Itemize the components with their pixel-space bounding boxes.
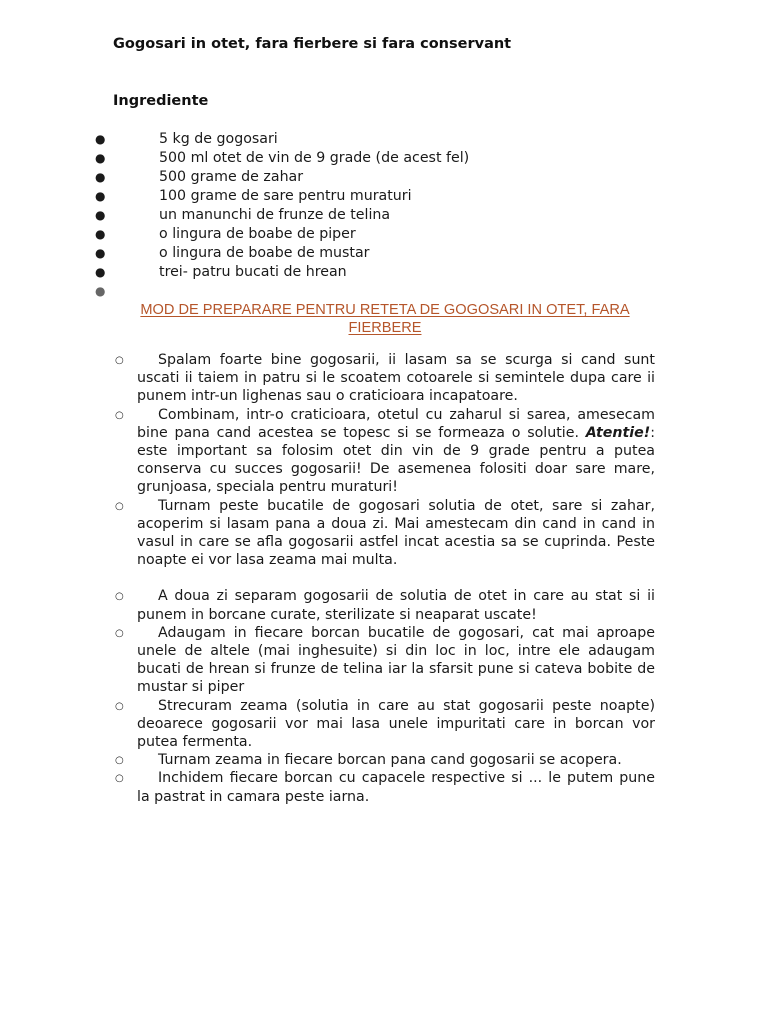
- circle-bullet-icon: ○: [115, 409, 124, 421]
- circle-bullet-icon: ○: [115, 627, 124, 639]
- ingredient-text: 500 ml otet de vin de 9 grade (de acest fel): [159, 150, 470, 166]
- step-text: Strecuram zeama (solutia in care au stat gogosarii peste noapte) deoarece gogosarii vor mai lasa unele impuritati care in borcan vor putea fermenta.: [137, 697, 655, 751]
- ingredient-text: o lingura de boabe de mustar: [159, 245, 370, 261]
- circle-bullet-icon: ○: [115, 591, 124, 603]
- bullet-icon: ●: [95, 170, 106, 184]
- bullet-icon: ●: [95, 132, 106, 146]
- ingredient-text: un manunchi de frunze de telina: [159, 207, 391, 223]
- ingredient-text: 5 kg de gogosari: [159, 131, 278, 147]
- step-item: [0, 697, 655, 752]
- bullet-icon: ●: [95, 208, 106, 222]
- step-text: A doua zi separam gogosarii de solutia de otet in care au stat si ii punem in borcane curate, sterilizate si neaparat uscate!: [137, 588, 655, 623]
- step-text: [137, 406, 655, 497]
- circle-bullet-icon: ○: [115, 500, 124, 512]
- step-text: Turnam peste bucatile de gogosari solutia de otet, sare si zahar, acoperim si lasam pana a doua zi. Mai amestecam din cand in cand in vasul in care se afla gogosarii astfel incat acestia sa se cuprinda. Peste noapte ei vor lasa zeama mai multa.: [137, 497, 655, 569]
- step-text-after: : este important sa folosim otet din vin de 9 grade pentru a putea conserva cu succes gogosarii! De asemenea folositi doar sare mare, grunjoasa, speciala pentru muraturi!: [137, 424, 655, 496]
- step-item: [0, 406, 655, 497]
- step-text: Turnam zeama in fiecare borcan pana cand gogosarii se acopera.: [158, 752, 622, 769]
- circle-bullet-icon: ○: [115, 755, 124, 767]
- document-title: Gogosari in otet, fara fierbere si fara conservant: [113, 36, 512, 52]
- bullet-icon: ●: [95, 284, 106, 298]
- step-item: [0, 587, 655, 623]
- step-item: [0, 351, 655, 406]
- bullet-icon: ●: [95, 189, 106, 203]
- ingredients-heading: Ingrediente: [113, 93, 209, 109]
- preparation-heading-link[interactable]: MOD DE PREPARARE PENTRU RETETA DE GOGOSARI IN OTET, FARA FIERBERE: [140, 302, 630, 336]
- ingredient-text: o lingura de boabe de piper: [159, 226, 356, 242]
- step-item: [0, 751, 655, 769]
- step-emphasis: Atentie!: [585, 424, 651, 441]
- bullet-icon: ●: [95, 246, 106, 260]
- step-item: [0, 769, 655, 805]
- step-text: Adaugam in fiecare borcan bucatile de gogosari, cat mai aproape unele de altele (mai inghesuite) si din loc in loc, intre ele adaugam bucati de hrean si frunze de telina iar la sfarsit pune si cateva bobite de mustar si piper: [137, 624, 655, 696]
- preparation-steps-list: [0, 351, 655, 806]
- bullet-icon: ●: [95, 151, 106, 165]
- circle-bullet-icon: ○: [115, 700, 124, 712]
- step-item: [0, 624, 655, 697]
- step-item: [0, 497, 655, 570]
- ingredient-text: 100 grame de sare pentru muraturi: [159, 188, 412, 204]
- ingredient-text: 500 grame de zahar: [159, 169, 304, 185]
- step-text-before: Combinam, intr-o craticioara, otetul cu zaharul si sarea, amesecam bine pana cand acestea se topesc si se formeaza o solutie.: [137, 406, 655, 441]
- blank-line: [0, 569, 655, 587]
- bullet-icon: ●: [95, 227, 106, 241]
- step-text: Spalam foarte bine gogosarii, ii lasam sa se scurga si cand sunt uscati ii taiem in patru si le scoatem cotoarele si semintele dupa care ii punem intr-un lighenas sau o craticioara incapatoare.: [137, 352, 655, 405]
- circle-bullet-icon: ○: [115, 355, 124, 366]
- bullet-icon: ●: [95, 265, 106, 279]
- step-text: Inchidem fiecare borcan cu capacele respective si ... le putem pune la pastrat in camara peste iarna.: [137, 770, 655, 805]
- ingredient-text: trei- patru bucati de hrean: [159, 264, 347, 280]
- circle-bullet-icon: ○: [115, 773, 124, 785]
